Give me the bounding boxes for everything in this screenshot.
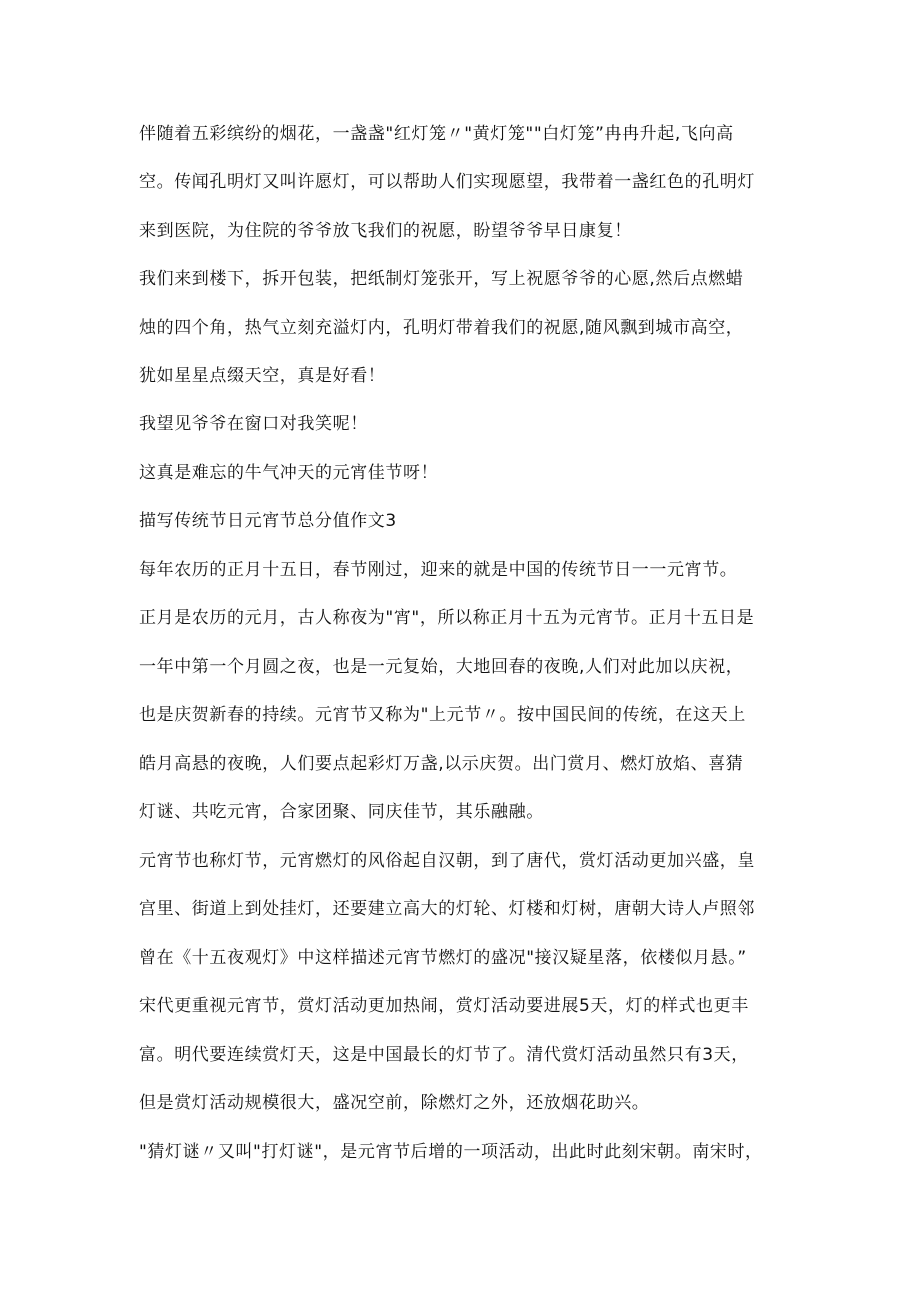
paragraph-line: 皓月高悬的夜晚，人们要点起彩灯万盏,以示庆贺。出门赏月、燃灯放焰、喜猜 [139,754,744,774]
paragraph-line: 这真是难忘的牛气冲天的元宵佳节呀！ [139,463,439,483]
paragraph-line: 烛的四个角，热气立刻充溢灯内，孔明灯带着我们的祝愿,随风飘到城市高空， [139,318,744,338]
paragraph-line: 宫里、街道上到处挂灯，还要建立高大的灯轮、灯楼和灯树，唐朝大诗人卢照邻 [139,899,755,919]
paragraph-line: 富。明代要连续赏灯天，这是中国最长的灯节了。清代赏灯活动虽然只有3天， [139,1045,749,1065]
paragraph-line: 曾在《十五夜观灯》中这样描述元宵节燃灯的盛况"接汉疑星落，依楼似月悬。” [139,948,747,968]
paragraph-line: 元宵节也称灯节，元宵燃灯的风俗起自汉朝，到了唐代，赏灯活动更加兴盛，皇 [139,851,755,871]
paragraph-line: "猜灯谜〃又叫"打灯谜"，是元宵节后增的一项活动，出此时此刻宋朝。南宋时， [139,1142,763,1162]
paragraph-line: 空。传闻孔明灯又叫许愿灯，可以帮助人们实现愿望，我带着一盏红色的孔明灯 [139,172,755,192]
section-heading: 描写传统节日元宵节总分值作文3 [139,511,397,531]
paragraph-line: 一年中第一个月圆之夜，也是一元复始，大地回春的夜晚,人们对此加以庆祝， [139,657,744,677]
paragraph-line: 犹如星星点缀天空，真是好看！ [139,366,386,386]
paragraph-line: 正月是农历的元月，古人称夜为"宵"，所以称正月十五为元宵节。正月十五日是 [139,608,755,628]
paragraph-line: 伴随着五彩缤纷的烟花，一盏盏"红灯笼〃"黄灯笼""白灯笼”冉冉升起,飞向高 [139,124,734,144]
paragraph-line: 宋代更重视元宵节，赏灯活动更加热闹，赏灯活动要进展5天，灯的样式也更丰 [139,996,749,1016]
paragraph-line: 灯谜、共吃元宵，合家团聚、同庆佳节，其乐融融。 [139,802,544,822]
paragraph-line: 我望见爷爷在窗口对我笑呢！ [139,414,368,434]
paragraph-line: 来到医院，为住院的爷爷放飞我们的祝愿，盼望爷爷早日康复！ [139,221,632,241]
paragraph-line: 但是赏灯活动规模很大，盛况空前，除燃灯之外，还放烟花助兴。 [139,1093,650,1113]
paragraph-line: 我们来到楼下，拆开包装，把纸制灯笼张开，写上祝愿爷爷的心愿,然后点燃蜡 [139,269,744,289]
paragraph-line: 也是庆贺新春的持续。元宵节又称为"上元节〃。按中国民间的传统，在这天上 [139,705,746,725]
paragraph-line: 每年农历的正月十五日，春节刚过，迎来的就是中国的传统节日一一元宵节。 [139,560,738,580]
